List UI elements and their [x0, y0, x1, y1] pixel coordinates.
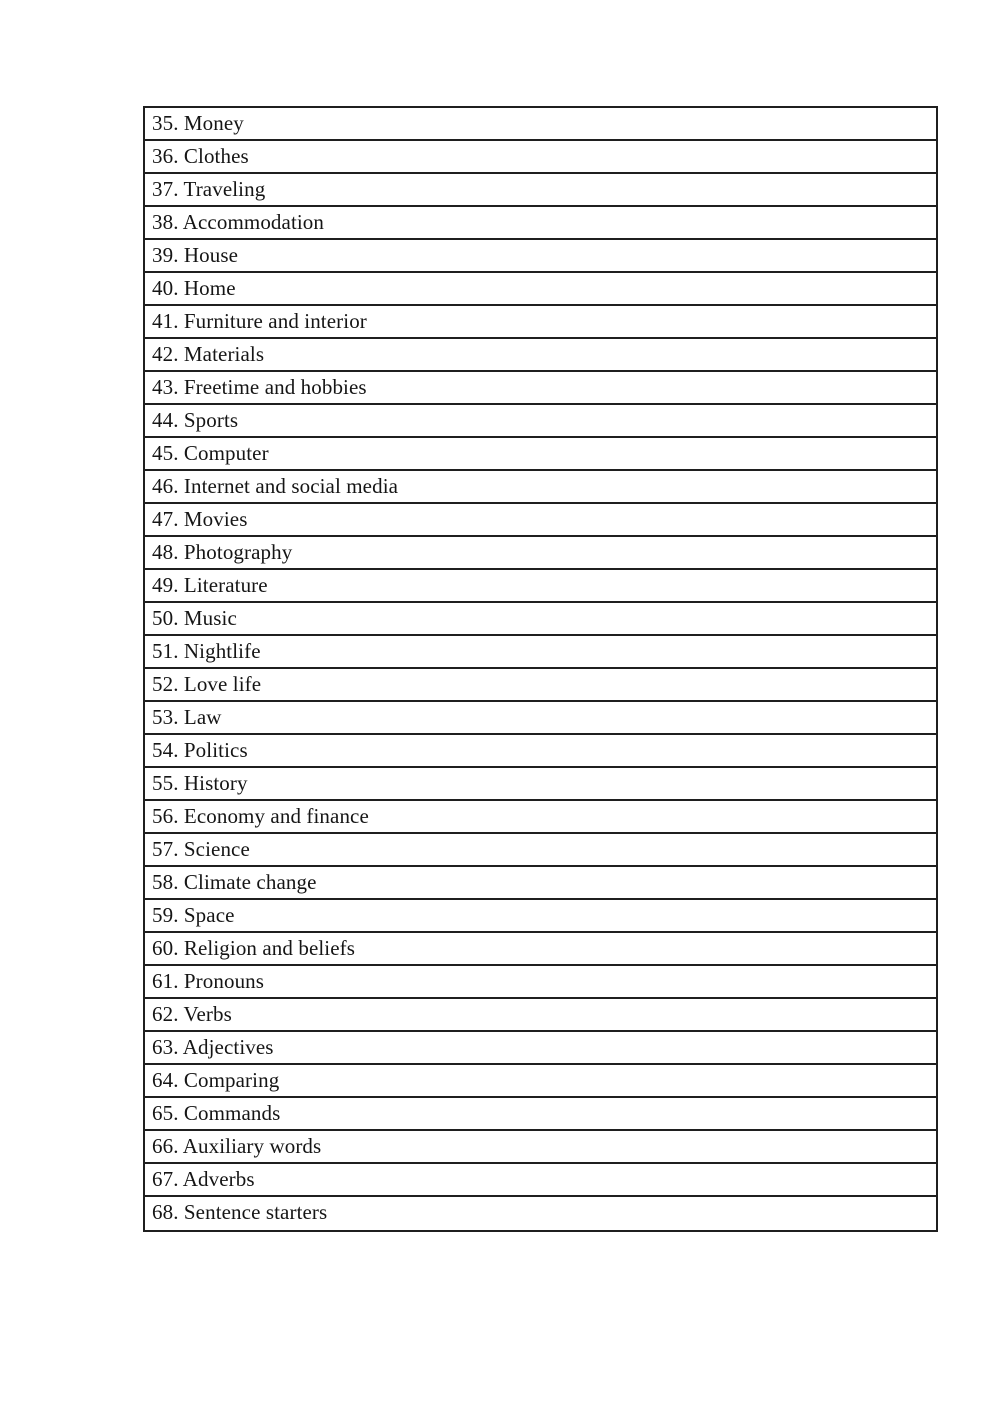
table-row: [145, 702, 936, 735]
topic-label: 46. Internet and social media: [152, 474, 399, 498]
topic-label: 55. History: [152, 771, 248, 795]
table-row: [145, 1065, 936, 1098]
topic-label: 41. Furniture and interior: [152, 309, 367, 333]
topic-label: 57. Science: [152, 837, 250, 861]
topic-label: 50. Music: [152, 606, 237, 630]
table-row: [145, 867, 936, 900]
table-row: [145, 999, 936, 1032]
topic-label: 60. Religion and beliefs: [152, 936, 356, 960]
table-row: [145, 306, 936, 339]
topic-label: 39. House: [152, 243, 239, 267]
topic-label: 37. Traveling: [152, 177, 266, 201]
table-row: [145, 669, 936, 702]
topic-label: 40. Home: [152, 276, 236, 300]
topic-label: 64. Comparing: [152, 1068, 280, 1092]
table-row: [145, 504, 936, 537]
table-row: [145, 933, 936, 966]
table-row: [145, 735, 936, 768]
topic-label: 62. Verbs: [152, 1002, 232, 1026]
table-row: [145, 273, 936, 306]
topic-label: 65. Commands: [152, 1101, 281, 1125]
topic-label: 66. Auxiliary words: [152, 1134, 322, 1158]
topic-label: 43. Freetime and hobbies: [152, 375, 367, 399]
topic-label: 47. Movies: [152, 507, 248, 531]
table-row: [145, 405, 936, 438]
topic-label: 63. Adjectives: [152, 1035, 274, 1059]
table-row: [145, 1098, 936, 1131]
table-row: [145, 1032, 936, 1065]
topic-label: 36. Clothes: [152, 144, 249, 168]
table-row: [145, 240, 936, 273]
topic-label: 68. Sentence starters: [152, 1200, 328, 1224]
table-row: [145, 1164, 936, 1197]
table-row: [145, 537, 936, 570]
table-row: [145, 108, 936, 141]
topic-label: 61. Pronouns: [152, 969, 265, 993]
topic-label: 53. Law: [152, 705, 222, 729]
topic-label: 51. Nightlife: [152, 639, 261, 663]
table-row: [145, 207, 936, 240]
table-row: [145, 900, 936, 933]
table-row: [145, 438, 936, 471]
table-row: [145, 801, 936, 834]
topic-label: 49. Literature: [152, 573, 268, 597]
table-row: [145, 1131, 936, 1164]
topic-label: 45. Computer: [152, 441, 269, 465]
table-row: [145, 339, 936, 372]
topic-label: 44. Sports: [152, 408, 239, 432]
topic-label: 67. Adverbs: [152, 1167, 255, 1191]
topic-label: 38. Accommodation: [152, 210, 325, 234]
table-row: [145, 372, 936, 405]
table-row: [145, 471, 936, 504]
topic-label: 58. Climate change: [152, 870, 317, 894]
table-row: [145, 174, 936, 207]
table-row: [145, 603, 936, 636]
table-row: [145, 768, 936, 801]
topic-label: 48. Photography: [152, 540, 293, 564]
table-row: [145, 966, 936, 999]
topic-label: 59. Space: [152, 903, 235, 927]
topics-table: [143, 106, 938, 1232]
table-row: [145, 570, 936, 603]
topic-label: 56. Economy and finance: [152, 804, 369, 828]
topic-label: 52. Love life: [152, 672, 262, 696]
table-row: [145, 834, 936, 867]
topic-label: 35. Money: [152, 111, 244, 135]
table-row: [145, 636, 936, 669]
topic-label: 54. Politics: [152, 738, 248, 762]
table-row: [145, 1197, 936, 1230]
topic-label: 42. Materials: [152, 342, 265, 366]
table-row: [145, 141, 936, 174]
